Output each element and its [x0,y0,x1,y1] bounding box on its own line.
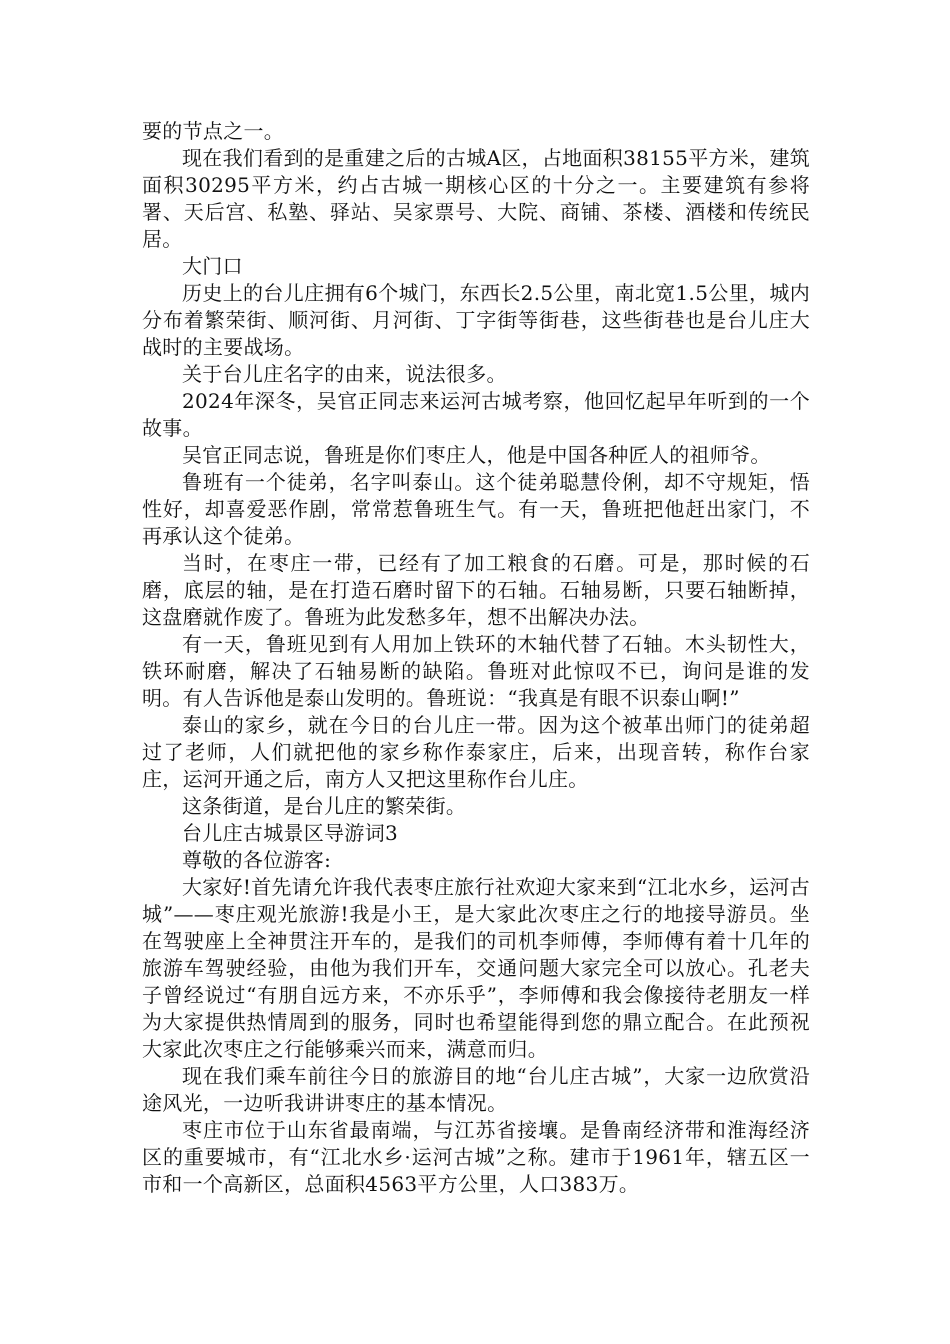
paragraph: 现在我们看到的是重建之后的古城A区，占地面积38155平方米，建筑面积30295平方米，约占古城一期核心区的十分之一。主要建筑有参将署、天后宫、私塾、驿站、吴家票号、大院、商铺、茶楼、酒楼和传统民居。 [142,146,810,251]
paragraph: 大家好!首先请允许我代表枣庄旅行社欢迎大家来到“江北水乡，运河古城”——枣庄观光旅游!我是小王，是大家此次枣庄之行的地接导游员。坐在驾驶座上全神贯注开车的，是我们的司机李师傅，李师傅有着十几年的旅游车驾驶经验，由他为我们开车，交通问题大家完全可以放心。孔老夫子曾经说过“有朋自远方来，不亦乐乎”，李师傅和我会像接待老朋友一样为大家提供热情周到的服务，同时也希望能得到您的鼎立配合。在此预祝大家此次枣庄之行能够乘兴而来，满意而归。 [142,875,810,1061]
paragraph: 当时，在枣庄一带，已经有了加工粮食的石磨。可是，那时候的石磨，底层的轴，是在打造石磨时留下的石轴。石轴易断，只要石轴断掉，这盘磨就作废了。鲁班为此发愁多年，想不出解决办法。 [142,551,810,629]
paragraph: 有一天，鲁班见到有人用加上铁环的木轴代替了石轴。木头韧性大，铁环耐磨，解决了石轴易断的缺陷。鲁班对此惊叹不已，询问是谁的发明。有人告诉他是泰山发明的。鲁班说：“我真是有眼不识泰山啊!” [142,632,810,710]
paragraph: 泰山的家乡，就在今日的台儿庄一带。因为这个被革出师门的徒弟超过了老师，人们就把他的家乡称作泰家庄，后来，出现音转，称作台家庄，运河开通之后，南方人又把这里称作台儿庄。 [142,713,810,791]
section-title: 台儿庄古城景区导游词3 [182,821,399,845]
paragraph: 关于台儿庄名字的由来，说法很多。 [182,362,507,386]
paragraph: 历史上的台儿庄拥有6个城门，东西长2.5公里，南北宽1.5公里，城内分布着繁荣街、顺河街、月河街、丁字街等街巷，这些街巷也是台儿庄大战时的主要战场。 [142,281,810,359]
paragraph: 2024年深冬，吴官正同志来运河古城考察，他回忆起早年听到的一个故事。 [142,389,810,440]
document-body [142,118,810,1198]
paragraph: 枣庄市位于山东省最南端，与江苏省接壤。是鲁南经济带和淮海经济区的重要城市，有“江北水乡·运河古城”之称。建市于1961年，辖五区一市和一个高新区，总面积4563平方公里，人口383万。 [142,1118,810,1196]
paragraph: 要的节点之一。 [142,119,285,143]
paragraph: 现在我们乘车前往今日的旅游目的地“台儿庄古城”，大家一边欣赏沿途风光，一边听我讲讲枣庄的基本情况。 [142,1064,810,1115]
section-heading: 大门口 [182,254,243,278]
greeting: 尊敬的各位游客: [182,848,332,872]
paragraph: 鲁班有一个徒弟，名字叫泰山。这个徒弟聪慧伶俐，却不守规矩，悟性好，却喜爱恶作剧，常常惹鲁班生气。有一天，鲁班把他赶出家门，不再承认这个徒弟。 [142,470,810,548]
paragraph: 吴官正同志说，鲁班是你们枣庄人，他是中国各种匠人的祖师爷。 [182,443,771,467]
paragraph: 这条街道，是台儿庄的繁荣街。 [182,794,467,818]
